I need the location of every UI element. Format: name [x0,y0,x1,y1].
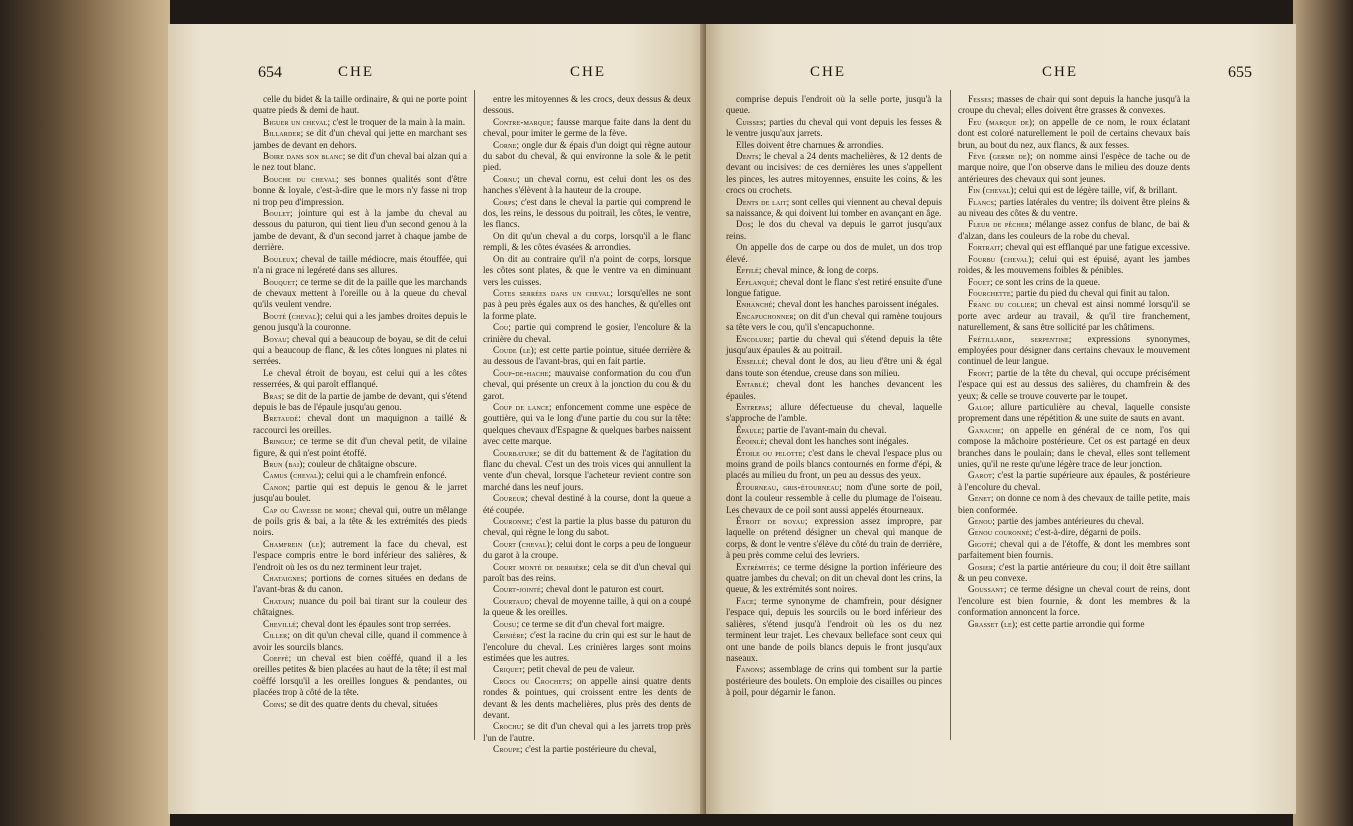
entry-text: cheval qui, outre un mêlange de poils gris & bai, a la tête & les extrémités des pieds noirs. [253,504,467,538]
left-header-right: CHE [570,64,606,80]
entry-headword: Fouet; [968,276,993,287]
entry-text: on dit qu'un cheval cille, quand il commence à avoir les sourcils blancs. [253,630,468,652]
entry-headword: Fesses; [968,94,995,104]
entry-text: on nomme ainsi l'espèce de tache ou de marque noire, que l'on observe dans le milieu des douze dents antérieures des chevaux qui sont jeunes. [958,151,1191,184]
entry-text: Elles doivent être charnues & arrondies. [736,139,884,150]
entry-headword: Flancs; [968,196,997,207]
entry-headword: Cotes serrées dans un cheval; [493,287,614,298]
dictionary-entry [726,448,942,482]
entry-text: on dit d'un cheval qui ramène toujours sa tête vers le cou, qu'il s'encapuchonne. [726,310,943,333]
dictionary-entry [253,94,467,117]
entry-text: cheval dont le dos, au lieu d'être uni & égal dans toute son étendue, creuse dans son milieu. [726,356,943,378]
entry-headword: Boire dans son blanc; [263,151,346,162]
dictionary-entry [253,573,467,596]
entry-headword: Chataignes; [263,573,308,584]
dictionary-entry [958,470,1190,493]
entry-text: petit cheval de peu de valeur. [527,664,635,675]
entry-text: celui qui a le chamfrein enfoncé. [326,470,447,481]
entry-text: cheval dont les hanches paroissent inégales. [777,299,939,310]
entry-headword: Cou; [493,322,512,333]
entry-headword: Bouquet; [263,276,298,287]
entry-text: on donne ce nom à des chevaux de taille petite, mais bien conformée. [958,493,1190,515]
dictionary-entry [958,539,1190,562]
entry-headword: Contre-marque; [493,116,554,127]
dictionary-entry [483,744,691,755]
entry-headword: Corps; [493,196,518,207]
entry-headword: Fourbu (cheval); [968,253,1035,264]
entry-headword: Feu (marque de); [968,116,1035,127]
dictionary-entry [958,277,1190,288]
entry-text: masses de chair qui sont depuis la hanche jusqu'à la croupe du cheval; elles doivent être grasses & convexes. [958,94,1190,116]
dictionary-entry [253,174,467,208]
entry-text: celui qui est épuisé, ayant les jambes roides, & les mouvemens foibles & pénibles. [958,253,1190,276]
entry-headword: Fourchette; [968,287,1014,298]
dictionary-entry [958,197,1190,220]
entry-text: ce sont les crins de la queue. [995,276,1101,287]
entry-text: partie du pied du cheval qui finit au talon. [1015,287,1170,298]
entry-headword: Coup de lance; [493,401,552,412]
entry-text: expressions synonymes, employées pour désigner dans certains chevaux le mouvement continuel de leur langue. [958,333,1190,367]
entry-text: Le cheval étroit de boyau, est celui qui a les côtes resserrées, & qui paroît efflanqué. [253,367,467,390]
entry-headword: Cap ou Cavesse de more; [263,504,357,515]
left-column-2 [483,94,692,755]
dictionary-entry [253,368,467,391]
entry-headword: Cuisses; [736,116,767,127]
entry-text: cela se dit d'un cheval qui paroît bas des reins. [483,561,691,584]
entry-headword: Genou couronné; [968,527,1033,538]
entry-headword: Genou; [968,516,996,527]
dictionary-entry [958,493,1190,516]
entry-text: couleur de châtaigne obscure. [307,459,417,469]
entry-headword: Extrémités; [736,561,781,572]
entry-text: on appelle de ce nom, le roux éclatant dont est coloré naturellement le poil de certains chevaux bais brun, au bout du nez, aux flancs, & aux fesses. [958,116,1191,150]
entry-text: cheval mince, & long de corps. [763,265,879,276]
right-header-left: CHE [810,64,846,80]
dictionary-entry [253,334,467,368]
dictionary-entry [726,596,942,664]
dictionary-entry [483,254,691,288]
dictionary-entry [958,185,1190,196]
left-page-number: 654 [258,64,282,81]
entry-text: cheval dont les hanches sont inégales. [769,436,909,447]
entry-text: cheval dont les hanches devancent les épaules. [726,379,942,401]
right-page-number: 655 [1228,64,1252,81]
dictionary-entry [958,516,1190,527]
entry-headword: Coude (le); [493,344,537,355]
dictionary-entry [726,219,942,242]
entry-headword: Bouté (cheval); [263,310,323,321]
entry-headword: Gigoté; [968,538,997,549]
entry-text: c'est la partie postérieure du cheval, [525,744,657,755]
entry-text: On appelle dos de carpe ou dos de mulet, un dos trop élevé. [726,242,942,264]
entry-text: cheval de taille médiocre, mais étouffée, qui n'a ni grace ni legéreté dans ses allures. [253,253,467,276]
entry-headword: Franc du collier; [968,299,1038,310]
entry-text: On dit au contraire qu'il n'a point de corps, lorsque les côtes sont plates, & que le ventre va en diminuant vers les cuisses. [483,253,691,287]
dictionary-entry [483,619,691,630]
entry-headword: Chevillé; [263,618,299,629]
entry-text: le cheval a 24 dents machelières, & 12 dents de devant ou incisives: de ces dernières les unes s'appellent les pinces, les autres mitoyennes, ensuite les coins, & les crocs ou crochets. [726,151,943,196]
entry-text: se dit de la partie de jambe de devant, qui s'étend depuis le bas de l'épaule jusqu'au genou. [253,390,468,412]
entry-headword: Court-jointé; [493,584,544,595]
entry-headword: Front; [968,367,994,378]
entry-text: un cheval est ainsi nommé lorsqu'il se porte avec ardeur au travail, & qu'il tire franchement, naturellement, & sans être sollicité par les châtimens. [958,299,1190,333]
entry-headword: Fanons; [736,664,766,675]
dictionary-entry [483,539,691,562]
dictionary-entry [726,277,942,300]
entry-headword: Dents de lait; [736,196,790,207]
entry-headword: Coeffé; [263,652,292,663]
entry-headword: Fleur de pêcher; [968,219,1032,230]
entry-headword: Brun (bai); [263,459,306,469]
book-edge-right [1293,0,1353,826]
entry-text: comprise depuis l'endroit où la selle porte, jusqu'à la queue. [726,94,942,116]
entry-headword: Camus (cheval); [263,470,324,481]
dictionary-entry [483,345,691,368]
entry-text: sont celles qui viennent au cheval depuis sa naissance, & qui doivent lui tomber en avançant en âge. [726,196,942,219]
dictionary-entry [958,425,1190,471]
dictionary-entry [483,721,691,744]
entry-text: assemblage de crins qui tombent sur la partie postérieure des boulets. On emploie des cisailles ou pinces à poil, pour dégarnir le fanon. [726,664,942,698]
dictionary-entry [483,140,691,174]
dictionary-entry [958,288,1190,299]
entry-text: partie du cheval qui s'étend depuis la tête jusqu'aux épaules & au poitrail. [726,333,942,355]
dictionary-entry [253,505,467,539]
entry-headword: Grasset (le); [968,618,1018,629]
dictionary-entry [958,619,1190,630]
dictionary-entry [253,208,467,254]
entry-text: c'est la racine du crin qui est sur le haut de l'encolure du cheval. Les crinières larges sont moins estimées que les autres. [483,630,691,663]
dictionary-entry [483,197,691,231]
dictionary-entry [483,402,691,448]
entry-text: ongle dur & épais d'un doigt qui règne autour du sabot du cheval, & qui environne la sole & le petit pied. [483,139,691,173]
entry-text: cheval dont le paturon est court. [545,584,664,595]
entry-headword: Coup-de-hache; [493,367,552,378]
dictionary-entry [483,117,691,140]
dictionary-entry [253,254,467,277]
dictionary-entry [726,356,942,379]
entry-text: un cheval cornu, est celui dont les os des hanches s'élèvent à la hauteur de la croupe. [483,173,691,196]
entry-headword: Crinière; [493,630,528,641]
entry-headword: Étroit de boyau; [736,516,808,527]
entry-headword: Bras; [263,390,285,401]
entry-text: ce terme désigne la portion inférieure des quatre jambes du cheval; on dit un cheval dont les crins, la queue, & les extrémités sont noires. [726,561,942,595]
entry-text: nom d'une sorte de poil, dont la couleur ressemble à celle du plumage de l'oiseau. Les chevaux de ce poil sont aussi appelés étourneaux. [726,481,942,515]
dictionary-entry [726,516,942,562]
entry-headword: Dos; [736,219,754,230]
dictionary-entry [483,231,691,254]
entry-text: se dit d'un cheval qui jette en marchant ses jambes de devant en dehors. [253,128,467,150]
entry-text: mauvaise conformation du cou d'un cheval, qui présente un creux à la jonction du cou & du garot. [483,367,691,401]
entry-text: celle du bidet & la taille ordinaire, & qui ne porte point quatre pieds & demi de haut. [253,94,467,116]
dictionary-entry [726,664,942,698]
dictionary-entry [958,299,1190,333]
entry-text: mélange assez confus de blanc, de bai & d'alzan, dans les couleurs de la robe du cheval. [958,219,1190,241]
entry-headword: Crochu; [493,721,525,732]
entry-text: cheval de moyenne taille, à qui on a coupé la queue & les oreilles. [483,595,692,618]
left-page [168,24,706,814]
entry-headword: Coureur; [493,493,528,504]
entry-text: le dos du cheval va depuis le garrot jusqu'aux reins. [726,219,942,241]
dictionary-entry [726,334,942,357]
entry-headword: Chamfrein (le); [263,538,326,549]
entry-headword: Fortrait; [968,242,1004,253]
entry-headword: Face; [736,595,757,606]
left-header-left: CHE [338,64,374,80]
entry-text: On dit qu'un cheval a du corps, lorsqu'il a le flanc rempli, & les côtes évasées & arrondies. [483,230,691,253]
column-rule [950,90,951,740]
entry-text: expression assez impropre, par laquelle on prétend désigner un cheval qui manque de corps, & dont le ventre s'élève du côté du train de derrière, à peu près comme celui des levriers. [726,516,942,561]
entry-text: fausse marque faite dans la dent du cheval, pour imiter le germe de la fève. [483,116,692,139]
dictionary-entry [483,493,691,516]
entry-text: est cette partie pointue, située derrière & au dessous de l'avant-bras, qui en fait partie. [483,344,691,367]
dictionary-entry [483,288,691,322]
entry-headword: Bringue; [263,436,296,447]
right-column-2 [958,94,1190,734]
entry-headword: Bouche du cheval; [263,173,339,184]
dictionary-entry [483,94,691,117]
entry-headword: Boyau; [263,333,290,344]
entry-text: ses bonnes qualités sont d'être bonne & loyale, c'est-à-dire que le mors n'y fasse ni trop ni trop peu d'impression. [253,173,467,207]
dictionary-entry [958,219,1190,242]
entry-text: ce terme se dit d'un cheval petit, de vilaine figure, & qui n'est point étoffé. [253,436,467,458]
entry-text: parties latérales du ventre; ils doivent être pleins & au niveau des côtes & du ventre. [958,196,1191,219]
dictionary-entry [726,402,942,425]
entry-text: on appelle ainsi quatre dents rondes & pointues, qui croissent entre les dents de devant & les dents machelières, plus près des dents de devant. [483,675,691,720]
entry-headword: Coins; [263,698,287,709]
dictionary-entry [958,151,1190,185]
entry-text: c'est le troquer de la main à la main. [332,116,466,127]
dictionary-entry [958,117,1190,151]
entry-headword: Effilé; [736,265,762,276]
dictionary-entry [253,470,467,481]
entry-headword: Court monté de derrière; [493,561,590,572]
dictionary-entry [726,311,942,334]
dictionary-entry [726,151,942,197]
dictionary-entry [726,265,942,276]
dictionary-entry [253,436,467,459]
entry-text: se dit du battement & de l'agitation du flanc du cheval. C'est un des trois vices qui annullent la vente d'un cheval, lorsque l'acheteur revient contre son marché dans les neuf jours. [483,447,691,492]
entry-headword: Garot; [968,470,995,481]
entry-headword: Dents; [736,151,762,162]
entry-text: jointure qui est à la jambe du cheval au dessous du paturon, qui tient lieu d'un second genou à la jambe de devant, & d'un second jarret à chaque jambe de derrière. [253,208,468,253]
dictionary-entry [253,630,467,653]
entry-headword: Ganache; [968,424,1004,435]
entry-headword: Bretaudé: [263,413,301,424]
entry-headword: Entablé; [736,379,769,390]
dictionary-entry [483,596,691,619]
entry-text: entre les mitoyennes & les crocs, deux dessus & deux dessous. [483,94,691,116]
dictionary-entry [253,413,467,436]
dictionary-entry [958,242,1190,253]
entry-text: cheval destiné à la course, dont la queue a été coupée. [483,493,691,515]
entry-headword: Encolure; [736,333,775,344]
dictionary-entry [726,117,942,140]
dictionary-entry [483,322,691,345]
dictionary-entry [958,368,1190,402]
dictionary-entry [253,539,467,573]
entry-headword: Courtaud; [493,595,532,606]
dictionary-entry [483,448,691,494]
entry-headword: Étourneau, gris-étourneau; [736,481,843,492]
entry-text: partie qui est depuis le genou & le jarret jusqu'au boulet. [253,481,468,504]
entry-text: allure particulière au cheval, laquelle consiste proprement dans une répétition & une suite de sauts en avant. [958,401,1190,424]
entry-headword: Fève (germe de); [968,151,1033,162]
entry-text: portions de cornes situées en dedans de l'avant-bras & du canon. [253,573,467,595]
dictionary-entry [483,562,691,585]
entry-text: c'est la partie antérieure du cou; il doit être saillant & un peu convexe. [958,561,1190,584]
entry-text: nuance du poil bai tirant sur la couleur des châtaignes. [253,595,468,618]
dictionary-entry [726,562,942,596]
entry-text: c'est dans le cheval l'espace plus ou moins grand de poils blancs contournés en forme d'épi, & placés au milieu du front, un peu au dessus des yeux. [726,447,943,481]
entry-headword: Boulet; [263,208,293,219]
dictionary-entry [253,596,467,619]
entry-headword: Chatain; [263,595,296,606]
column-rule [474,90,475,740]
dictionary-entry [483,584,691,595]
right-column-1 [726,94,942,734]
entry-text: allure défectueuse du cheval, laquelle s'approche de l'amble. [726,401,942,424]
entry-text: ce terme se dit de la paille que les marchands de chevaux mettent à l'oreille ou à la queue du cheval qu'ils veulent vendre. [253,276,468,310]
entry-headword: Bouleux; [263,253,298,264]
dictionary-entry [253,391,467,414]
entry-text: cheval qui a de l'étoffe, & dont les membres sont parfaitement bien fournis. [958,538,1190,561]
entry-headword: Court (cheval); [493,538,553,549]
entry-headword: Cornu; [493,173,520,184]
entry-headword: Ciller; [263,630,291,641]
entry-text: enfoncement comme une espèce de gouttière, qui va le long d'une partie du cou sur la tête: quelques chevaux d'Espagne & quelques barbes naissent avec cette marque. [483,401,692,447]
entry-headword: Biguer un cheval; [263,116,331,127]
dictionary-entry [958,402,1190,425]
dictionary-entry [253,619,467,630]
dictionary-entry [253,128,467,151]
entry-text: se dit d'un cheval bai alzan qui a le nez tout blanc. [253,151,468,173]
entry-text: cheval dont les épaules sont trop serrées. [301,618,451,629]
dictionary-entry [726,140,942,151]
dictionary-entry [726,436,942,447]
dictionary-entry [726,197,942,220]
entry-text: on appelle en général de ce nom, l'os qui compose la mâchoire postérieure. Cet os est partagé en deux branches dans le poulain; dans le cheval, elles sont tellement unies, qu'il ne reste qu'une légère trace de leur jonction. [958,424,1191,469]
entry-text: partie qui comprend le gosier, l'encolure & la crinière du cheval. [483,322,692,344]
entry-headword: Corne; [493,139,520,150]
dictionary-entry [726,299,942,310]
entry-headword: Goussant; [968,584,1007,595]
entry-headword: Entrepas; [736,401,773,412]
entry-headword: Efflanqué; [736,276,778,287]
entry-text: c'est la partie supérieure aux épaules, & postérieure à l'encolure du cheval. [958,470,1190,492]
entry-text: celui qui est de légère taille, vif, & brillant. [1018,185,1178,196]
dictionary-entry [253,459,467,470]
book-edge-left [0,0,170,826]
entry-headword: Épaule; [736,424,765,435]
dictionary-entry [726,379,942,402]
dictionary-entry [483,676,691,722]
dictionary-entry [726,242,942,265]
entry-headword: Enhanché; [736,299,776,310]
entry-text: cheval dont un maquignon a taillé & raccourci les oreilles. [253,413,467,435]
entry-headword: Gosier; [968,561,996,572]
entry-text: lorsqu'elles ne sont pas à peu près égales aux os des hanches, & qu'elles ont la forme plate. [483,287,691,321]
entry-headword: Courbature; [493,447,540,458]
dictionary-entry [483,516,691,539]
dictionary-entry [483,630,691,664]
entry-headword: Ensellé; [736,356,769,367]
dictionary-entry [726,94,942,117]
dictionary-entry [958,94,1190,117]
dictionary-entry [253,151,467,174]
entry-headword: Couronne; [493,516,533,527]
dictionary-entry [483,174,691,197]
right-page [706,24,1296,814]
entry-headword: Étoile ou pelotte; [736,447,806,458]
entry-headword: Frétillarde, serpentine; [968,333,1072,344]
entry-text: parties du cheval qui vont depuis les fesses & le ventre jusqu'aux jarrets. [726,116,942,139]
dictionary-entry [958,334,1190,368]
entry-headword: Galop; [968,401,995,412]
entry-headword: Cousu; [493,618,520,629]
entry-text: un cheval est bien coëffé, quand il a les oreilles petites & bien placées au haut de la tête; il est mal coëffé lorsqu'il a les oreilles longues & pendantes, ou placées trop à côté de la tête. [253,652,467,698]
dictionary-entry [483,368,691,402]
entry-headword: Fin (cheval); [968,185,1017,196]
dictionary-entry [726,425,942,436]
entry-text: se dit des quatre dents du cheval, situées [289,698,438,709]
entry-headword: Encapuchonner; [736,310,797,321]
entry-headword: Billarder; [263,128,304,139]
entry-text: c'est-à-dire, dégarni de poils. [1034,527,1141,538]
entry-text: c'est dans le cheval la partie qui comprend le dos, les reins, le dessous du poitrail, les côtes, le ventre, les flancs. [483,196,691,230]
entry-headword: Genet; [968,493,994,504]
dictionary-entry [253,653,467,699]
entry-text: cheval dont le flanc s'est retiré ensuite d'une longue fatigue. [726,276,943,298]
dictionary-entry [958,584,1190,618]
dictionary-entry [958,562,1190,585]
entry-headword: Croupe; [493,744,523,755]
entry-headword: Époinlé; [736,436,768,447]
entry-text: est cette partie arrondie qui forme [1020,618,1145,629]
left-column-1 [253,94,467,734]
entry-text: cheval qui est efflanqué par une fatigue excessive. [1005,242,1190,253]
dictionary-entry [483,664,691,675]
entry-headword: Canon; [263,481,291,492]
entry-text: partie de l'avant-main du cheval. [766,424,887,435]
right-header-right: CHE [1042,64,1078,80]
entry-text: c'est la partie la plus basse du paturon du cheval, qui règne le long du sabot. [483,516,691,538]
entry-headword: Criquet; [493,664,526,675]
dictionary-entry [253,117,467,128]
entry-text: se dit d'un cheval qui a les jarrets trop près l'un de l'autre. [483,721,691,743]
entry-text: partie de la tête du cheval, qui occupe précisément l'espace qui est au dessus des salières, du chamfrein & des yeux; & celle se trouve couverte par le toupet. [958,367,1191,401]
entry-text: ce terme désigne un cheval court de reins, dont l'encolure est bien fournie, & dont les membres & la conformation annoncent la force. [958,584,1191,618]
dictionary-entry [253,311,467,334]
entry-text: partie des jambes antérieures du cheval. [997,516,1144,527]
dictionary-entry [726,482,942,516]
entry-text: ce terme se dit d'un cheval fort maigre. [521,618,665,629]
entry-text: terme synonyme de chamfrein, pour désigner l'espace qui, depuis les sourcils ou le bord inférieur des salières, s'étend jusqu'à l'endroit où les os du nez terminent leur trajet. Les chevaux belleface sont ceux qui ont une bande de poils blancs depuis le front jusqu'aux naseaux. [726,595,942,663]
dictionary-entry [253,482,467,505]
entry-text: celui dont le corps a peu de longueur du garot à la croupe. [483,538,691,561]
entry-text: autrement la face du cheval, est l'espace compris entre le bord inférieur des salières, & l'endroit où les os du nez terminent leur trajet. [253,538,467,572]
entry-headword: Crocs ou Crochets; [493,675,573,686]
dictionary-entry [253,699,467,710]
dictionary-entry [958,254,1190,277]
dictionary-entry [253,277,467,311]
dictionary-entry [958,527,1190,538]
entry-text: cheval qui a beaucoup de boyau, se dit de celui qui a beaucoup de flanc, & les côtes longues ni plates ni serrées. [253,333,467,367]
entry-text: celui qui a les jambes droites depuis le genou jusqu'à la couronne. [253,310,468,333]
